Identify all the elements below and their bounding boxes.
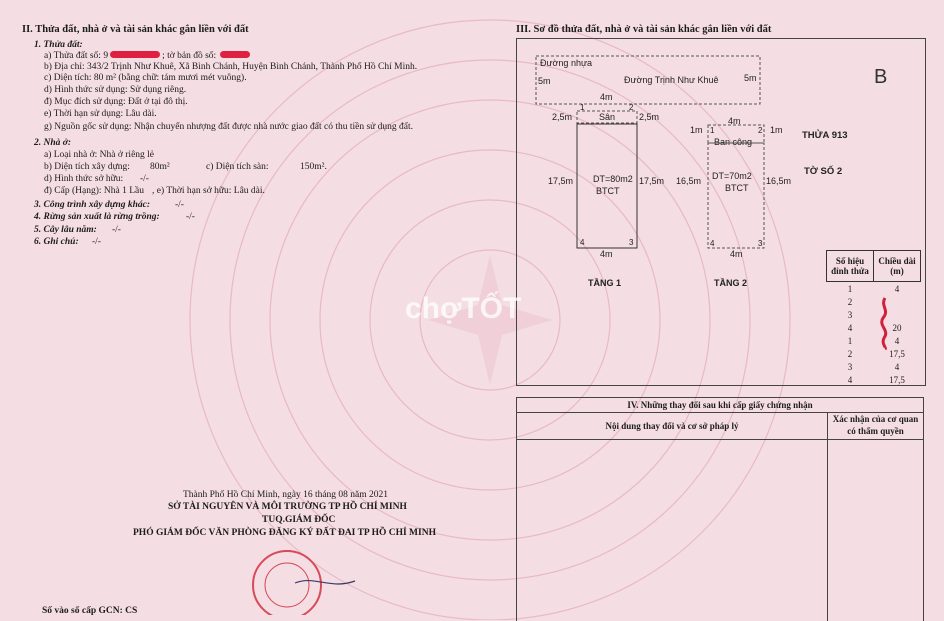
forest-label: 4. Rừng sản xuất là rừng trồng:: [34, 212, 160, 222]
parcel-number: THỬA 913: [802, 130, 848, 141]
use-form: d) Hình thức sử dụng: Sử dụng riêng.: [44, 85, 187, 95]
yard-left-dim: 2,5m: [552, 112, 573, 122]
floor2-material: BTCT: [725, 183, 749, 193]
changes-table: [516, 397, 924, 621]
vertex-id: 4: [847, 374, 853, 385]
vertex-f2-2: 2: [758, 126, 763, 135]
road-right-dim: 5m: [744, 73, 757, 83]
use-origin: g) Nguồn gốc sử dụng: Nhận chuyển nhượng đất được nhà nước giao đất có thu tiền sử dụng đất.: [44, 122, 414, 132]
floor2-right-dim: 16,5m: [766, 176, 792, 186]
road-left-dim: 5m: [538, 76, 551, 86]
ownership-form-label: d) Hình thức sở hữu:: [44, 174, 124, 184]
vertex-length: 20: [892, 322, 902, 333]
vertex-f2-4: 4: [710, 239, 715, 248]
floor2-label: TẦNG 2: [714, 278, 748, 288]
balcony-top-dim: 4m: [728, 116, 741, 126]
floor1-label: TẦNG 1: [588, 278, 622, 288]
floor1-material: BTCT: [596, 186, 620, 196]
vertex-id: 1: [847, 283, 853, 294]
vertex-length: 17,5: [889, 374, 905, 385]
redaction-mark: [110, 51, 160, 58]
other-works-label: 3. Công trình xây dựng khác:: [34, 200, 151, 210]
section-ii-header: II. Thửa đất, nhà ở và tài sản khác gắn liền với đất: [22, 24, 249, 35]
floor-area-label: c) Diện tích sàn:: [206, 162, 269, 172]
plot-area: c) Diện tích: 80 m² (bằng chữ: tám mươi mét vuông).: [44, 73, 247, 83]
red-scribble-mark: [878, 296, 892, 350]
perennial-value: -/-: [112, 225, 121, 235]
house-grade: đ) Cấp (Hạng): Nhà 1 Lầu , e) Thời hạn sở hữu: Lâu dài.: [44, 186, 265, 196]
perennial-label: 5. Cây lâu năm:: [34, 225, 97, 235]
balcony-label: Ban công: [714, 137, 753, 147]
signer-title: PHÓ GIÁM ĐỐC VĂN PHÒNG ĐĂNG KÝ ĐẤT ĐAI TP HỒ CHÍ MINH: [133, 528, 436, 538]
house-type: a) Loại nhà ở: Nhà ở riêng lẻ: [44, 150, 155, 160]
vertex-2: 2: [629, 103, 634, 112]
floor2-area: DT=70m2: [712, 171, 752, 181]
notes-label: 6. Ghi chú:: [34, 237, 79, 247]
vertex-id: 1: [847, 335, 853, 346]
vertex-length: 4: [894, 361, 900, 372]
signer-role: TUQ.GIÁM ĐỐC: [262, 515, 336, 525]
north-arrow-icon: B: [874, 66, 888, 88]
floor-area-value: 150m².: [300, 162, 327, 172]
section-iii-header: III. Sơ đồ thửa đất, nhà ở và tài sản khác gắn liền với đất: [516, 24, 772, 35]
other-works-value: -/-: [175, 200, 184, 210]
floor2-outline: [708, 143, 764, 248]
vertex-f2-1: 1: [710, 126, 715, 135]
yard-right-dim: 2,5m: [639, 112, 660, 122]
vertex-table-header-2: Chiều dài (m): [874, 251, 921, 282]
land-plot-title: 1. Thửa đất:: [34, 40, 83, 50]
plot-number: a) Thửa đất số: 9 ; tờ bản đồ số:: [44, 51, 250, 62]
vertex-4: 4: [580, 238, 585, 247]
floor1-area: DT=80m2: [593, 174, 633, 184]
changes-divider: [827, 439, 828, 621]
vertex-3: 3: [629, 238, 634, 247]
vertex-table-header-1: Số hiệu đỉnh thửa: [827, 251, 874, 282]
forest-value: -/-: [186, 212, 195, 222]
notes-value: -/-: [92, 237, 101, 247]
use-purpose: đ) Mục đích sử dụng: Đất ở tại đô thị.: [44, 97, 188, 107]
vertex-length: 4: [894, 283, 900, 294]
vertex-id: 4: [847, 322, 853, 333]
vertex-id: 3: [847, 361, 853, 372]
redaction-mark: [220, 51, 250, 58]
vertex-id: 3: [847, 309, 853, 320]
floor2-left-dim: 16,5m: [676, 176, 702, 186]
signature-stroke: [295, 581, 355, 584]
balcony-right-dim: 1m: [770, 125, 783, 135]
vertex-1: 1: [580, 103, 585, 112]
floor2-bottom-dim: 4m: [730, 249, 743, 259]
floor1-bottom-dim: 4m: [600, 249, 613, 259]
changes-col2-header: Xác nhận của cơ quan có thẩm quyền: [828, 413, 923, 440]
vertex-length: 4: [894, 335, 900, 346]
vertex-id: 2: [847, 348, 853, 359]
sheet-number: TỜ SỐ 2: [804, 166, 843, 177]
issue-date: Thành Phố Hồ Chí Minh, ngày 16 tháng 08 năm 2021: [183, 490, 389, 500]
vertex-f2-3: 3: [758, 239, 763, 248]
use-term: e) Thời hạn sử dụng: Lâu dài.: [44, 109, 157, 119]
vertex-id: 2: [847, 296, 853, 307]
official-seal: [245, 545, 365, 615]
ownership-form-value: -/-: [140, 174, 149, 184]
certificate-book-number: Số vào sổ cấp GCN: CS: [42, 606, 138, 616]
build-area-value: 80m²: [150, 162, 170, 172]
road-label-1: Đường nhựa: [540, 58, 592, 68]
floor1-left-dim: 17,5m: [548, 176, 574, 186]
build-area-label: b) Diện tích xây dựng:: [44, 162, 130, 172]
issuing-org: SỞ TÀI NGUYÊN VÀ MÔI TRƯỜNG TP HỒ CHÍ MINH: [168, 502, 407, 512]
floor1-right-dim: 17,5m: [639, 176, 665, 186]
changes-header: IV. Những thay đổi sau khi cấp giấy chứng nhận: [517, 398, 923, 413]
changes-col1-header: Nội dung thay đổi và cơ sở pháp lý: [517, 413, 828, 440]
vertex-table: [826, 250, 921, 386]
house-title: 2. Nhà ở:: [34, 138, 72, 148]
yard-label: Sân: [599, 112, 616, 122]
balcony-left-dim: 1m: [690, 125, 703, 135]
road-width-dim: 4m: [600, 92, 613, 102]
watermark: chợTỐT: [405, 292, 522, 325]
road-label-2: Đường Trịnh Như Khuê: [624, 75, 719, 85]
vertex-length: 17,5: [889, 348, 905, 359]
plot-address: b) Địa chỉ: 343/2 Trịnh Như Khuê, Xã Bình Chánh, Huyện Bình Chánh, Thành Phố Hồ Chí Minh.: [44, 62, 418, 72]
